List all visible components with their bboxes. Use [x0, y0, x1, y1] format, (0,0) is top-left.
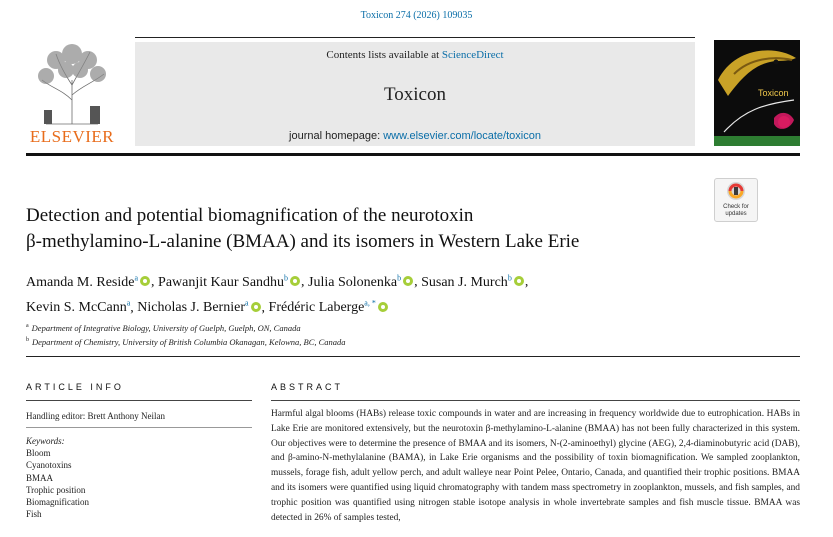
cover-title: Toxicon — [758, 88, 789, 98]
keyword-item: Bloom — [26, 448, 51, 459]
contents-prefix: Contents lists available at — [326, 49, 442, 61]
author-list: Amanda M. Reside$^a$ , Pawanjit Kaur Sandhu$^b$ , Julia Solonenka$^b$ , Susan J. Murch$^b$ , Kevin S. McCann$^a$, Nicholas J. Bernier$^a$ , Frédéric Laberge$^{a, *}$ — [26, 273, 529, 316]
crossmark-line2: updates — [725, 211, 747, 217]
section-rule — [26, 356, 800, 357]
author[interactable]: Susan J. Murch$^b$ — [421, 275, 525, 290]
affiliation-item: $^b$ Department of Chemistry, University of British Columbia Okanagan, Kelowna, BC, Canada — [26, 336, 346, 347]
journal-title: Toxicon — [384, 84, 446, 105]
affiliations — [26, 320, 786, 348]
orcid-icon[interactable] — [140, 276, 150, 286]
abstract-rule — [271, 400, 800, 401]
keywords-list — [26, 435, 252, 520]
article-title-line1: Detection and potential biomagnification of the neurotoxin — [26, 205, 474, 226]
journal-header-panel — [135, 42, 695, 146]
affiliation-item: $^a$ Department of Integrative Biology, University of Guelph, Guelph, ON, Canada — [26, 322, 301, 333]
author[interactable]: Julia Solonenka$^b$ — [308, 275, 414, 290]
handling-editor-rule — [26, 427, 252, 428]
publisher-name[interactable]: ELSEVIER — [29, 127, 115, 146]
header-rule — [26, 153, 800, 156]
orcid-icon[interactable] — [251, 302, 261, 312]
author[interactable]: Nicholas J. Bernier$^a$ — [137, 300, 261, 315]
keyword-item: Biomagnification — [26, 497, 89, 508]
article-title-line2: β-methylamino-L-alanine (BMAA) and its isomers in Western Lake Erie — [26, 231, 580, 252]
article-title — [26, 203, 706, 255]
top-rule — [135, 37, 695, 38]
crossmark-line1: Check for — [723, 204, 749, 210]
keyword-item: Trophic position — [26, 484, 86, 495]
journal-cover-image[interactable] — [714, 40, 800, 146]
author[interactable]: Amanda M. Reside$^a$ — [26, 275, 151, 290]
crossmark-icon — [715, 179, 757, 205]
article-info-heading: ARTICLE INFO — [26, 382, 124, 392]
abstract-heading: ABSTRACT — [271, 382, 344, 392]
keyword-item: BMAA — [26, 472, 54, 483]
orcid-icon[interactable] — [290, 276, 300, 286]
article-info-rule — [26, 400, 252, 401]
orcid-icon[interactable] — [514, 276, 524, 286]
crossmark-label — [715, 204, 757, 218]
keyword-item: Cyanotoxins — [26, 460, 72, 471]
sciencedirect-link[interactable]: ScienceDirect — [441, 49, 504, 61]
check-for-updates-button[interactable] — [714, 178, 758, 222]
orcid-icon[interactable] — [378, 302, 388, 312]
abstract-text: Harmful algal blooms (HABs) release toxic compounds in water and are increasing in frequency worldwide due to eutrophication. HABs in Lake Erie are monitored extensively, but the neurotoxin β-methylamino-L-alanine (BMAA) has not been fully characterized in this system. Our objectives were to determine the presence of BMAA and its isomers, N-(2-aminoethyl) glycine (AEG), 2,4-diaminobutyric acid (DAB), and β-amino-N-methylalanine (BAMA), in Lake Erie organisms and the possibility of toxin biomagnification. We sampled zooplankton, mussels, forage fish, adult yellow perch, and adult walleye near Point Pelee, Ontario, Canada, and quantified their trophic positions. BMAA and its isomers were quantified using liquid chromatography with tandem mass spectrometry in zooplankton, mussels, and fish samples, and trophic position was quantified using nitrogen stable isotope analysis in whole invertebrate samples and fish muscle tissue. BMAA was detected in 26% of samples tested, — [271, 409, 800, 523]
author[interactable]: Kevin S. McCann$^a$ — [26, 298, 131, 316]
contents-line — [135, 49, 695, 61]
homepage-line — [135, 130, 695, 142]
handling-editor: Handling editor: Brett Anthony Neilan — [26, 411, 165, 421]
homepage-prefix: journal homepage: — [289, 130, 384, 142]
journal-citation[interactable]: Toxicon 274 (2026) 109035 — [360, 10, 473, 21]
orcid-icon[interactable] — [403, 276, 413, 286]
journal-homepage-link[interactable]: www.elsevier.com/locate/toxicon — [383, 130, 541, 142]
keyword-item: Fish — [26, 509, 42, 520]
author[interactable]: Frédéric Laberge$^{a, *}$ — [269, 300, 389, 315]
keywords-label: Keywords: — [26, 436, 65, 446]
author[interactable]: Pawanjit Kaur Sandhu$^b$ — [158, 275, 301, 290]
